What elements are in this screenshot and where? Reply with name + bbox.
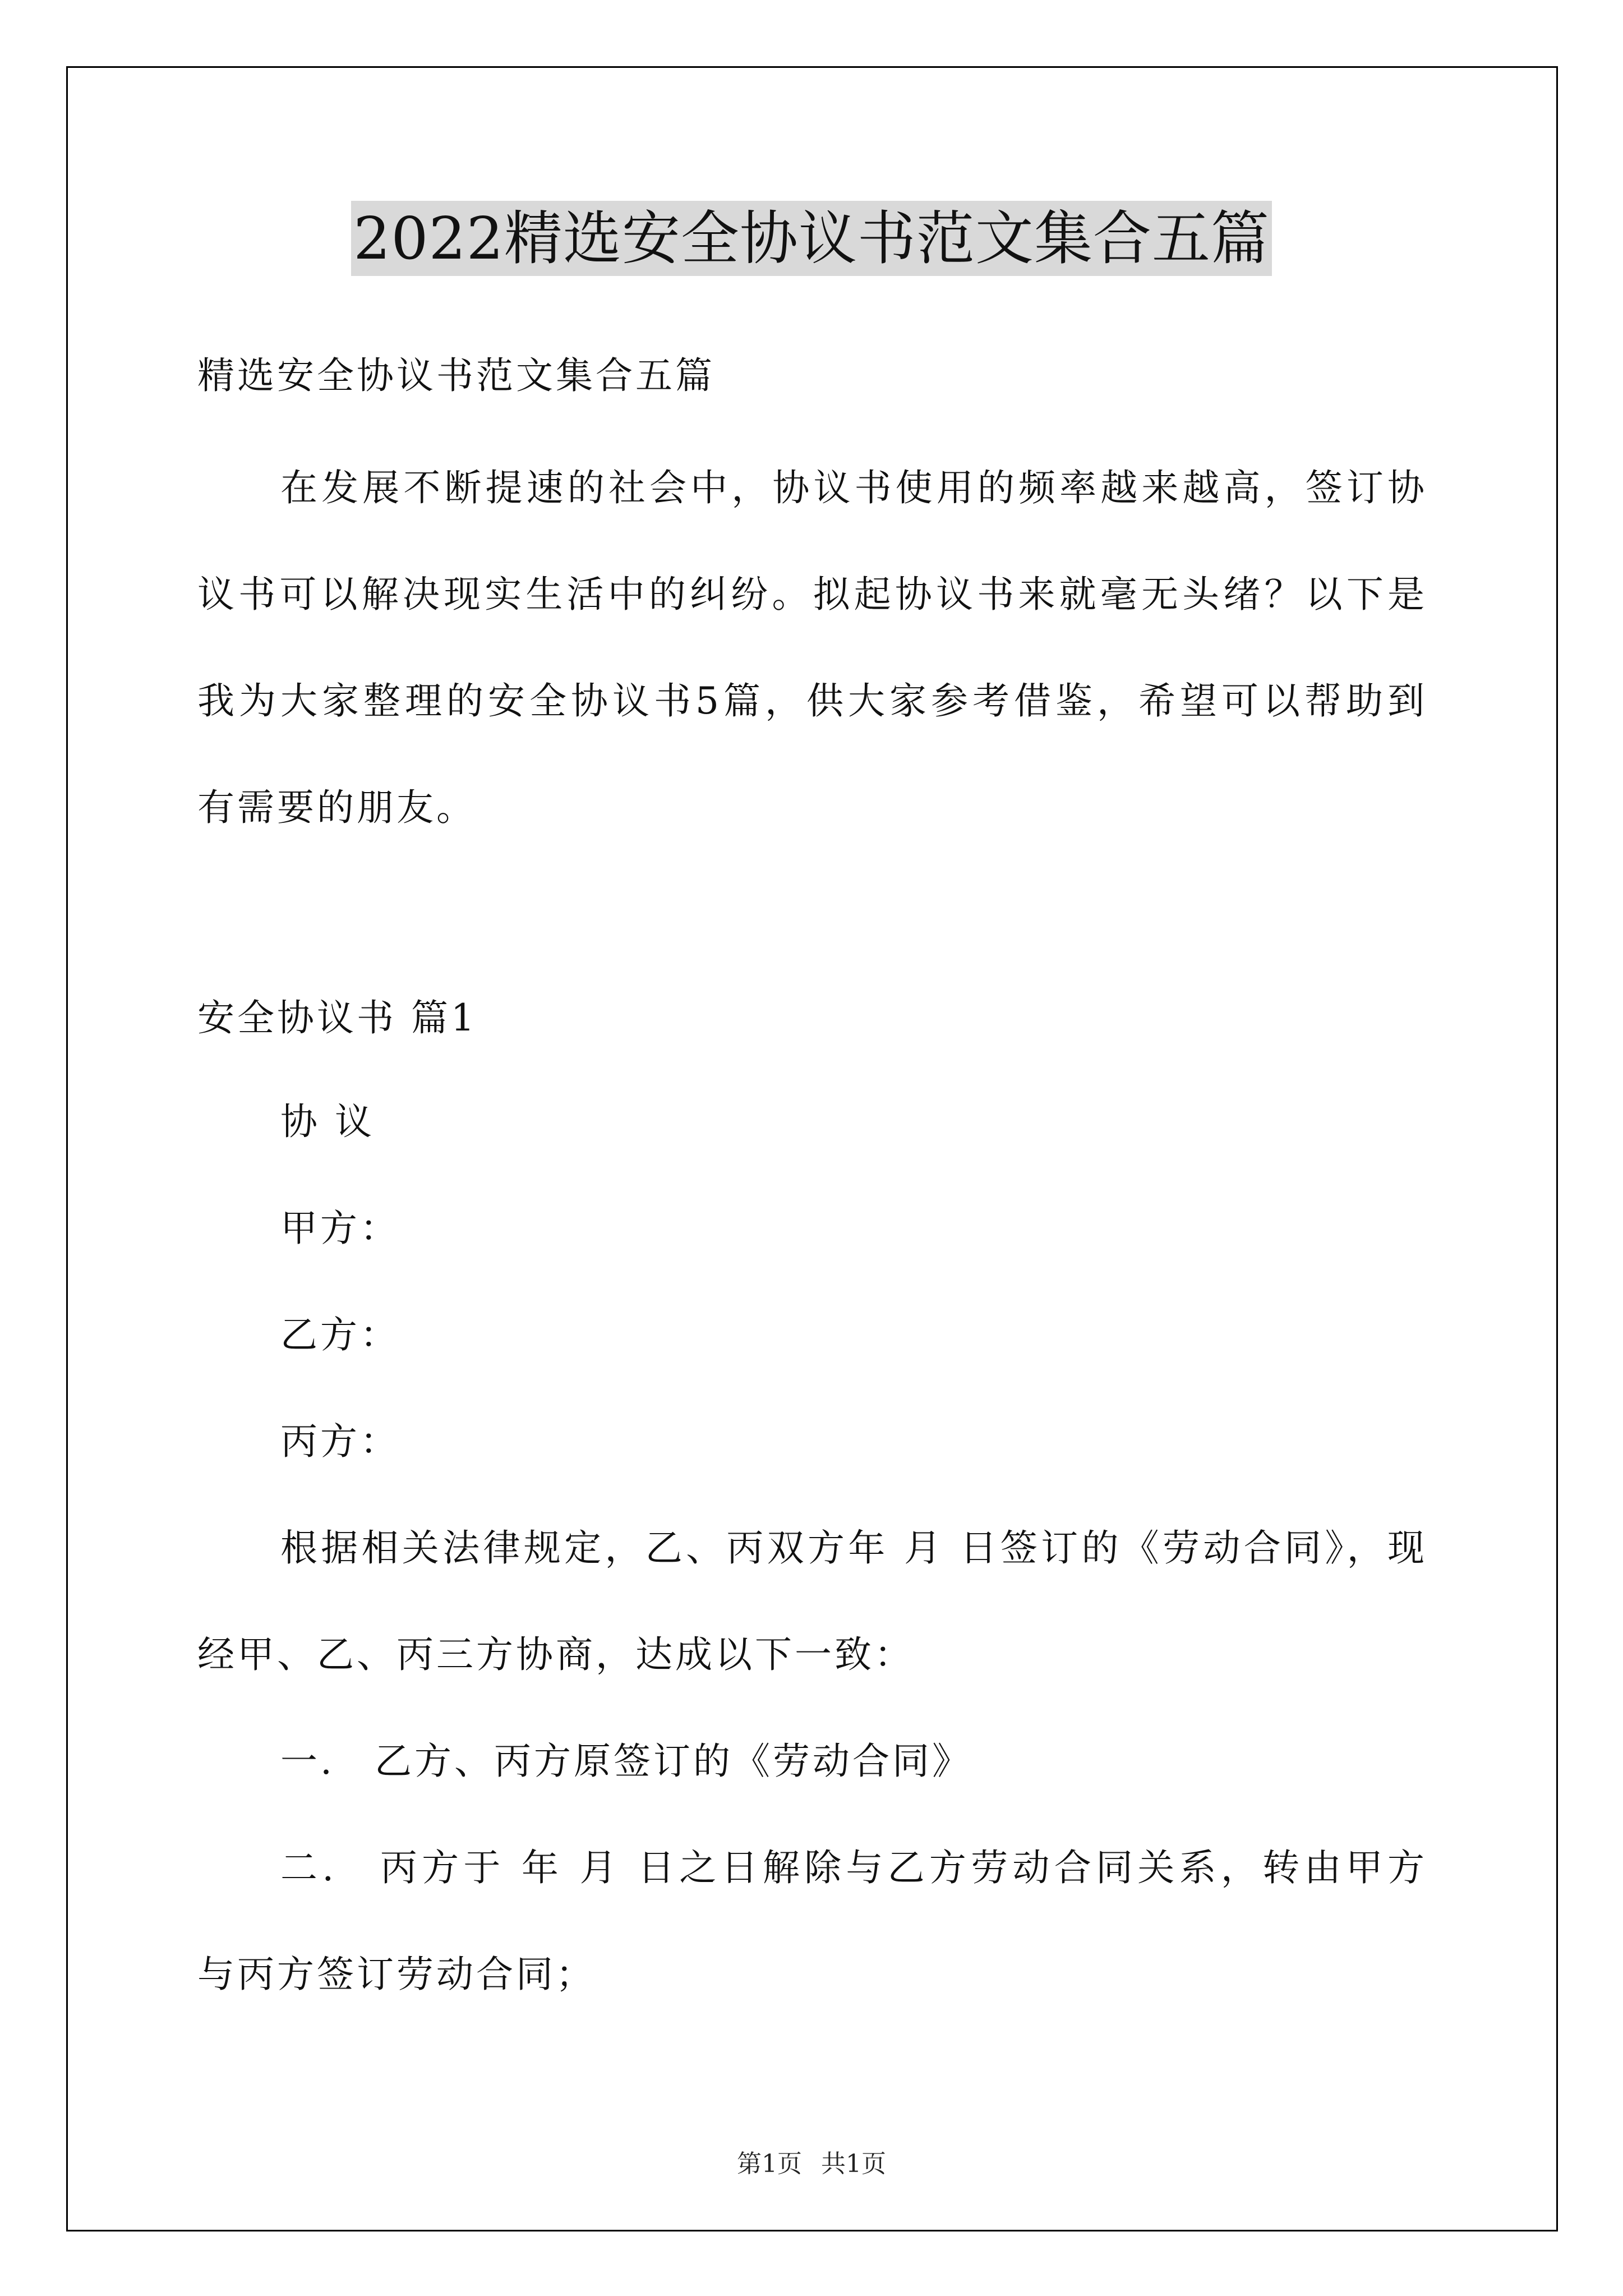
document-subtitle: 精选安全协议书范文集合五篇 <box>197 354 715 397</box>
title-container <box>0 201 1623 276</box>
agreement-label: 协 议 <box>280 1100 375 1143</box>
party-a-label: 甲方： <box>280 1207 400 1250</box>
body-line-2: 经甲、乙、丙三方协商，达成以下一致： <box>197 1633 914 1676</box>
intro-line-1: 在发展不断提速的社会中，协议书使用的频率越来越高，签订协 <box>280 466 1424 509</box>
intro-line-4: 有需要的朋友。 <box>197 786 476 829</box>
page-footer <box>0 2148 1623 2180</box>
document-title: 2022精选安全协议书范文集合五篇 <box>351 201 1272 276</box>
clause-2-continued: 与丙方签订劳动合同； <box>197 1953 596 1996</box>
section-heading: 安全协议书 篇1 <box>197 996 477 1039</box>
intro-line-3: 我为大家整理的安全协议书5篇，供大家参考借鉴，希望可以帮助到 <box>197 679 1424 723</box>
page-current: 第1页 <box>737 2150 802 2178</box>
clause-2: 二. 丙方于 年 月 日之日解除与乙方劳动合同关系，转由甲方 <box>280 1846 1424 1889</box>
body-line-1: 根据相关法律规定，乙、丙双方年 月 日签订的《劳动合同》，现 <box>280 1526 1424 1570</box>
party-b-label: 乙方： <box>280 1313 400 1356</box>
party-c-label: 丙方： <box>280 1420 400 1463</box>
page-total: 共1页 <box>821 2150 886 2178</box>
clause-1: 一. 乙方、丙方原签订的《劳动合同》 <box>280 1740 972 1783</box>
intro-line-2: 议书可以解决现实生活中的纠纷。拟起协议书来就毫无头绪？以下是 <box>197 573 1424 616</box>
